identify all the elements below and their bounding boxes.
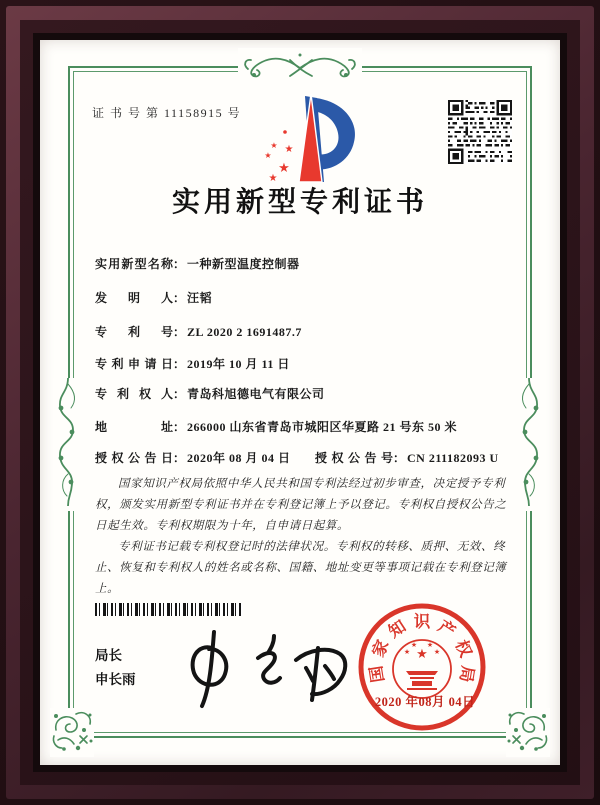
star-icon: ★ — [278, 161, 290, 176]
legal-text-block — [95, 474, 509, 600]
star-icon: ★ — [270, 141, 278, 150]
qr-code — [448, 100, 512, 169]
field-label: 地址 — [95, 420, 173, 434]
field-value: CN 211182093 U — [407, 451, 499, 465]
seal-char: 产 — [434, 616, 459, 642]
national-emblem-icon — [393, 640, 451, 698]
seal-char: 国 — [366, 664, 388, 684]
field-colon: ： — [173, 387, 186, 401]
logo-dot — [283, 130, 287, 134]
field-grant-date — [95, 451, 291, 465]
field-row-grant — [95, 449, 499, 466]
signer-block — [95, 644, 136, 692]
seal-date: 2020 年08月 04日 — [374, 695, 476, 709]
field-value: 2020年 08 月 04 日 — [187, 451, 291, 465]
field-value: ZL 2020 2 1691487.7 — [187, 325, 302, 339]
field-row-inventor — [95, 289, 212, 306]
field-label: 专利权人 — [95, 387, 173, 401]
signature-handwriting — [162, 628, 362, 718]
field-colon: ： — [173, 357, 186, 371]
star-icon: ★ — [410, 641, 418, 649]
star-icon: ★ — [268, 173, 278, 184]
legal-paragraph: 国家知识产权局依照中华人民共和国专利法经过初步审查，决定授予专利权，颁发实用新型专利证书并在专利登记簿上予以登记。专利权自授权公告之日起生效。专利权期限为十年，自申请日起算。 — [95, 478, 507, 532]
right-flourish-ornament — [514, 378, 544, 511]
seal-char: 识 — [413, 612, 431, 631]
field-label: 发明人 — [95, 291, 173, 305]
field-colon: ： — [173, 291, 186, 305]
cnipa-official-seal — [352, 597, 492, 742]
field-value: 266000 山东省青岛市城阳区华夏路 21 号东 50 米 — [187, 420, 458, 434]
field-row-patent-number — [95, 323, 302, 340]
left-flourish-ornament — [53, 378, 83, 511]
signer-name: 申长雨 — [95, 672, 136, 687]
signer-title: 局长 — [95, 648, 122, 663]
field-value: 一种新型温度控制器 — [187, 257, 300, 271]
certificate-title: 实用新型专利证书 — [171, 187, 428, 218]
field-label: 授权公告日 — [95, 451, 173, 465]
field-label: 授权公告号 — [315, 451, 393, 465]
bottom-left-floral-ornament — [50, 708, 94, 757]
seal-char: 局 — [456, 664, 478, 684]
field-colon: ： — [173, 420, 186, 434]
field-row-name — [95, 255, 300, 272]
certificate-number: 证 书 号 第 11158915 号 — [92, 106, 242, 120]
field-value: 2019年 10 月 11 日 — [187, 357, 290, 371]
field-row-patentee — [95, 385, 325, 402]
star-icon: ★ — [403, 648, 411, 656]
star-icon: ★ — [264, 151, 272, 160]
star-icon: ★ — [426, 641, 434, 649]
star-icon: ★ — [284, 144, 294, 155]
field-row-filing-date — [95, 355, 290, 372]
barcode — [95, 603, 243, 616]
star-icon: ★ — [433, 648, 441, 656]
field-colon: ： — [173, 451, 186, 465]
field-value: 青岛科旭德电气有限公司 — [187, 387, 325, 401]
bottom-right-floral-ornament — [506, 708, 550, 757]
top-flourish-ornament — [238, 48, 362, 89]
field-label: 专利申请日 — [95, 357, 173, 371]
field-label: 实用新型名称 — [95, 257, 173, 271]
seal-char: 家 — [368, 637, 393, 660]
cnipa-logo-icon — [256, 92, 360, 191]
field-value: 汪韬 — [187, 291, 213, 305]
field-colon: ： — [393, 451, 406, 465]
certificate-paper — [40, 40, 560, 765]
field-grant-number — [315, 449, 499, 466]
field-colon: ： — [173, 325, 186, 339]
seal-char: 权 — [451, 637, 476, 660]
field-row-address — [95, 418, 457, 435]
field-label: 专利号 — [95, 325, 173, 339]
field-colon: ： — [173, 257, 186, 271]
star-icon: ★ — [416, 647, 428, 662]
legal-paragraph: 专利证书记载专利权登记时的法律状况。专利权的转移、质押、无效、终止、恢复和专利权人的姓名或名称、国籍、地址变更等事项记载在专利登记簿上。 — [95, 541, 507, 595]
seal-char: 知 — [385, 616, 410, 642]
